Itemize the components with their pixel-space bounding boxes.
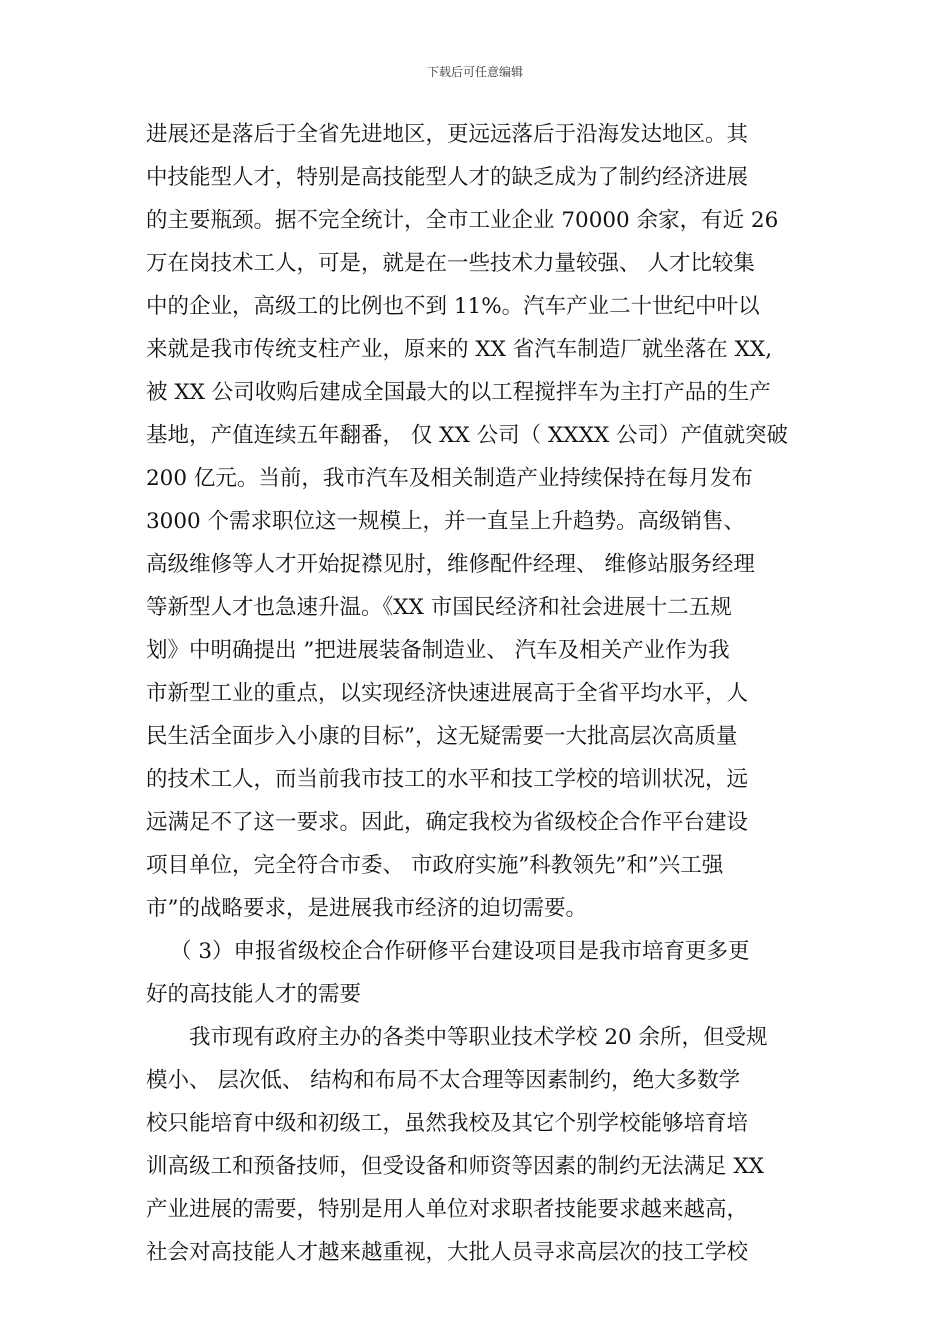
section-heading-line: （ 3）申报省级校企合作研修平台建设项目是我市培育更多更	[170, 939, 750, 964]
body-text-line: 市”的战略要求，是进展我市经济的迫切需要。	[146, 896, 587, 921]
body-text-line: 远满足不了这一要求。因此，确定我校为省级校企合作平台建设	[146, 810, 749, 835]
body-text-line: 3000 个需求职位这一规模上，并一直呈上升趋势。高级销售、	[146, 509, 746, 534]
body-text-line: 进展还是落后于全省先进地区，更远远落后于沿海发达地区。其	[146, 122, 749, 147]
body-text-line: 来就是我市传统支柱产业，原来的 XX 省汽车制造厂就坐落在 XX,	[146, 337, 773, 362]
body-text-line: 校只能培育中级和初级工，虽然我校及其它个别学校能够培育培	[146, 1111, 749, 1136]
body-text-line: 的主要瓶颈。据不完全统计，全市工业企业 70000 余家，有近 26	[146, 208, 779, 233]
body-text-line: 中的企业，高级工的比例也不到 11%。汽车产业二十世纪中叶以	[146, 294, 760, 319]
body-text-line: 训高级工和预备技师，但受设备和师资等因素的制约无法满足 XX	[146, 1154, 764, 1179]
body-text-line: 我市现有政府主办的各类中等职业技术学校 20 余所，但受规	[189, 1025, 768, 1050]
body-text-line: 市新型工业的重点，以实现经济快速进展高于全省平均水平，人	[146, 681, 749, 706]
body-text-line: 中技能型人才，特别是高技能型人才的缺乏成为了制约经济进展	[146, 165, 749, 190]
body-text-line: 社会对高技能人才越来越重视，大批人员寻求高层次的技工学校	[146, 1240, 749, 1265]
body-text-line: 产业进展的需要，特别是用人单位对求职者技能要求越来越高，	[146, 1197, 749, 1222]
body-text-line: 基地，产值连续五年翻番， 仅 XX 公司（ XXXX 公司）产值就突破	[146, 423, 789, 448]
page-header: 下载后可任意编辑	[426, 65, 523, 79]
body-text-line: 民生活全面步入小康的目标”，这无疑需要一大批高层次高质量	[146, 724, 738, 749]
section-heading-line: 好的高技能人才的需要	[146, 982, 362, 1007]
body-text-line: 项目单位，完全符合市委、 市政府实施”科教领先”和”兴工强	[146, 853, 724, 878]
body-text-line: 高级维修等人才开始捉襟见肘，维修配件经理、 维修站服务经理	[146, 552, 755, 577]
body-text-line: 万在岗技术工人，可是，就是在一些技术力量较强、 人才比较集	[146, 251, 755, 276]
body-text-line: 的技术工人，而当前我市技工的水平和技工学校的培训状况，远	[146, 767, 749, 792]
body-text-line: 200 亿元。当前，我市汽车及相关制造产业持续保持在每月发布	[146, 466, 753, 491]
body-text-line: 等新型人才也急速升温。《XX 市国民经济和社会进展十二五规	[146, 595, 732, 620]
body-text-line: 被 XX 公司收购后建成全国最大的以工程搅拌车为主打产品的生产	[146, 380, 771, 405]
body-text-line: 划》中明确提出 ”把进展装备制造业、 汽车及相关产业作为我	[146, 638, 730, 663]
body-text-line: 模小、 层次低、 结构和布局不太合理等因素制约，绝大多数学	[146, 1068, 741, 1093]
